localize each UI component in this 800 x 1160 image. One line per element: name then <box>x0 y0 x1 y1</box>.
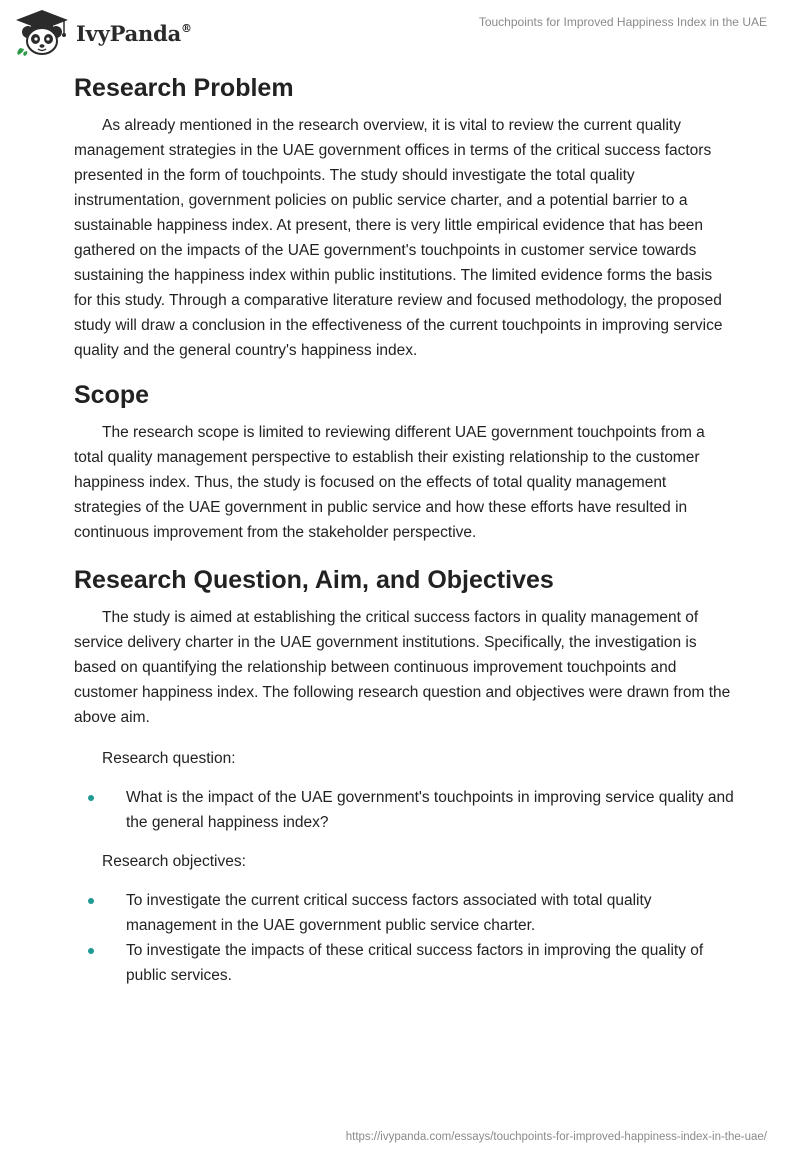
research-objectives-list <box>74 888 734 988</box>
heading-scope: Scope <box>74 381 150 409</box>
registered-mark: ® <box>181 21 192 35</box>
heading-research-question: Research Question, Aim, and Objectives <box>74 566 554 594</box>
heading-research-problem: Research Problem <box>74 74 294 102</box>
source-url[interactable]: https://ivypanda.com/essays/touchpoints-for-improved-happiness-index-in-the-uae/ <box>345 1131 767 1143</box>
paragraph-research-aim: The study is aimed at establishing the critical success factors in quality management of service delivery charter in the UAE government institutions. Specifically, the investigation is based on quantifying the relationship between continuous improvement touchpoints and customer happiness index. The following research question and objectives were drawn from the above aim. <box>74 609 731 726</box>
list-item: To investigate the current critical success factors associated with total quality management in the UAE government public service charter. <box>74 888 734 938</box>
list-item: To investigate the impacts of these critical success factors in improving the quality of public services. <box>74 938 734 988</box>
paragraph-scope: The research scope is limited to reviewing different UAE government touchpoints from a total quality management perspective to establish their existing relationship to the customer happiness index. Thus, the study is focused on the effects of total quality management strategies of the UAE government in public service and how these efforts have resulted in continuous improvement from the stakeholder perspective. <box>74 424 705 541</box>
logo-wordmark: IvyPanda® <box>76 20 192 46</box>
research-question-list <box>74 785 734 835</box>
bullet-icon <box>88 948 94 954</box>
list-item: What is the impact of the UAE government's touchpoints in improving service quality and the general happiness index? <box>74 785 734 835</box>
research-question-label: Research question: <box>102 750 236 767</box>
research-objectives-label: Research objectives: <box>102 853 246 870</box>
paragraph-research-problem: As already mentioned in the research overview, it is vital to review the current quality management strategies in the UAE government offices in terms of the critical success factors presented in the form of touchpoints. The study should investigate the total quality instrumentation, government policies on public service charter, and a potential barrier to a sustainable happiness index. At present, there is very little empirical evidence that has been gathered on the impacts of the UAE government's touchpoints in customer service towards sustaining the happiness index within public institutions. The limited evidence forms the basis for this study. Through a comparative literature review and focused methodology, the proposed study will draw a conclusion in the effectiveness of the current touchpoints in improving service quality and the general country's happiness index. <box>74 117 723 359</box>
panda-graduate-icon <box>14 8 70 56</box>
ivypanda-logo[interactable] <box>14 8 192 56</box>
document-title: Touchpoints for Improved Happiness Index in the UAE <box>478 15 767 29</box>
page-header <box>0 0 800 64</box>
bullet-icon <box>88 898 94 904</box>
essay-content <box>74 70 734 988</box>
bullet-icon <box>88 795 94 801</box>
